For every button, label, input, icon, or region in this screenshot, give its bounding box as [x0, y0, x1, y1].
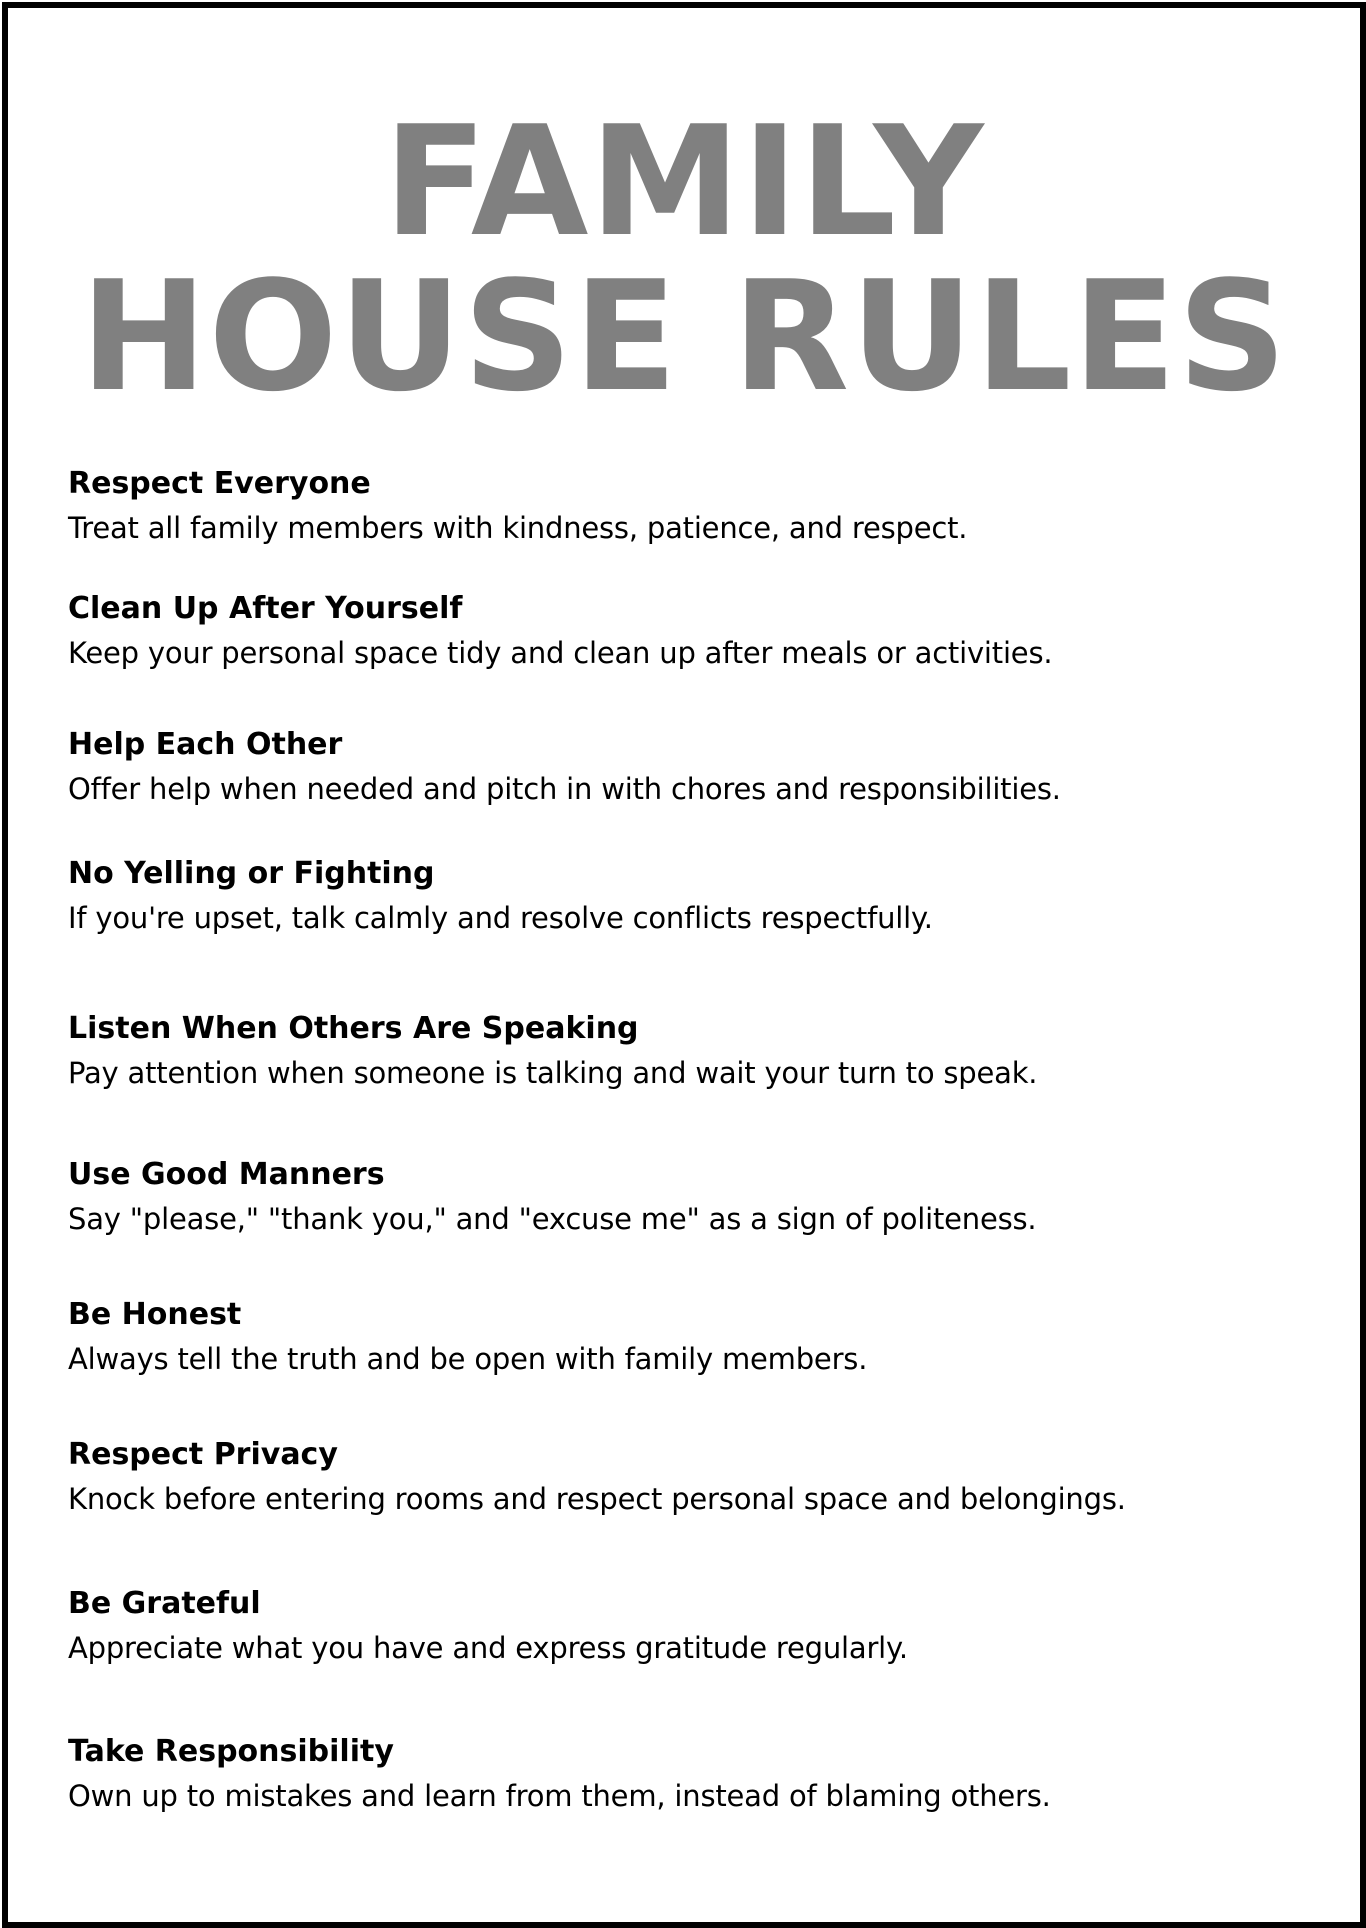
- rule-take-responsibility: [68, 1734, 1340, 1814]
- rule-no-yelling-or-fighting: [68, 856, 1340, 936]
- rule-heading: No Yelling or Fighting: [68, 856, 435, 891]
- rule-heading: Clean Up After Yourself: [68, 591, 463, 626]
- rule-respect-privacy: [68, 1437, 1340, 1517]
- rule-description: Treat all family members with kindness, patience, and respect.: [68, 511, 968, 545]
- rule-heading: Help Each Other: [68, 727, 343, 762]
- rule-description: Appreciate what you have and express gratitude regularly.: [68, 1631, 908, 1665]
- house-rules-poster: [2, 2, 1366, 1928]
- rule-description: If you're upset, talk calmly and resolve conflicts respectfully.: [68, 901, 933, 935]
- title-line-family: FAMILY: [383, 93, 985, 270]
- rule-be-grateful: [68, 1586, 1340, 1666]
- rule-help-each-other: [68, 727, 1340, 807]
- rule-heading: Be Grateful: [68, 1586, 261, 1621]
- rule-heading: Use Good Manners: [68, 1157, 385, 1192]
- rule-description: Always tell the truth and be open with family members.: [68, 1342, 868, 1376]
- rule-respect-everyone: [68, 466, 1340, 546]
- rule-listen-when-others-are-speaking: [68, 1011, 1340, 1091]
- rule-heading: Take Responsibility: [68, 1734, 394, 1769]
- rule-be-honest: [68, 1297, 1340, 1377]
- rule-description: Say "please," "thank you," and "excuse me" as a sign of politeness.: [68, 1202, 1037, 1236]
- rule-description: Pay attention when someone is talking and wait your turn to speak.: [68, 1056, 1038, 1090]
- rule-description: Knock before entering rooms and respect personal space and belongings.: [68, 1482, 1126, 1516]
- rule-heading: Be Honest: [68, 1297, 242, 1332]
- rule-description: Own up to mistakes and learn from them, instead of blaming others.: [68, 1779, 1051, 1813]
- title-line-house-rules: HOUSE RULES: [80, 248, 1288, 425]
- rule-use-good-manners: [68, 1157, 1340, 1237]
- rule-description: Offer help when needed and pitch in with chores and responsibilities.: [68, 772, 1061, 806]
- rule-heading: Respect Privacy: [68, 1437, 338, 1472]
- rule-clean-up-after-yourself: [68, 591, 1340, 671]
- rule-heading: Listen When Others Are Speaking: [68, 1011, 639, 1046]
- rule-heading: Respect Everyone: [68, 466, 371, 501]
- rule-description: Keep your personal space tidy and clean up after meals or activities.: [68, 636, 1053, 670]
